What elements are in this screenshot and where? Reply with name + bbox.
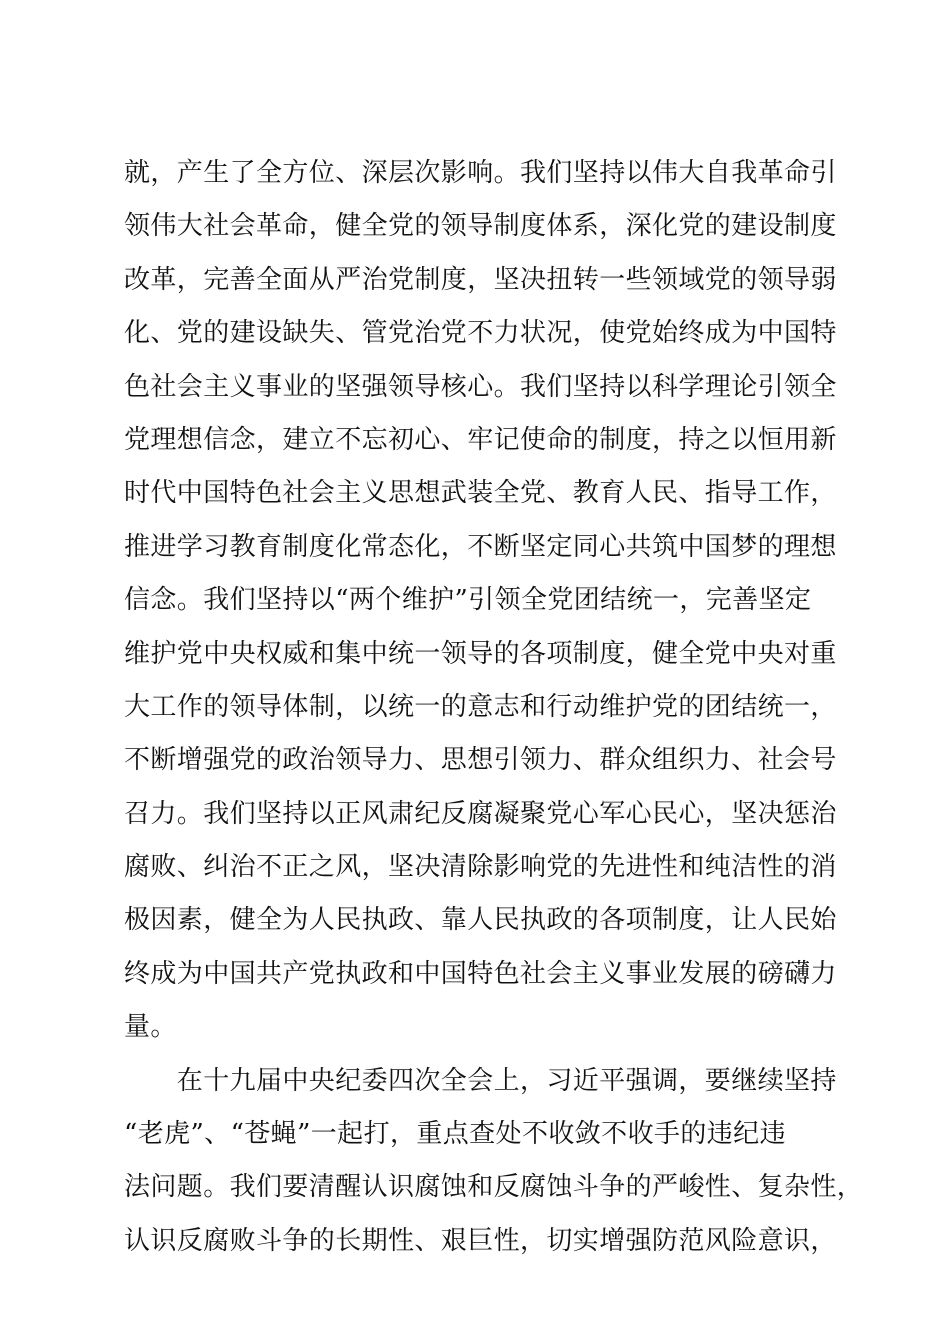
text-line: 时代中国特色社会主义思想武装全党、教育人民、指导工作， bbox=[124, 478, 837, 509]
text-line: 就，产生了全方位、深层次影响。我们坚持以伟大自我革命引 bbox=[124, 158, 837, 188]
text-line: 大工作的领导体制，以统一的意志和行动维护党的团结统一， bbox=[124, 691, 837, 722]
text-line: 领伟大社会革命，健全党的领导制度体系，深化党的建设制度 bbox=[124, 211, 837, 242]
text-line: 量。 bbox=[124, 1012, 177, 1043]
body-text bbox=[124, 147, 864, 1268]
text-line: 党理想信念，建立不忘初心、牢记使命的制度，持之以恒用新 bbox=[124, 424, 837, 455]
text-line: 信念。我们坚持以“两个维护”引领全党团结统一，完善坚定 bbox=[124, 585, 812, 616]
text-line: 终成为中国共产党执政和中国特色社会主义事业发展的磅礴力 bbox=[124, 958, 837, 989]
text-line: 在十九届中央纪委四次全会上，习近平强调，要继续坚持 bbox=[124, 1065, 837, 1096]
text-line: 推进学习教育制度化常态化，不断坚定同心共筑中国梦的理想 bbox=[124, 531, 837, 562]
text-line: 化、党的建设缺失、管党治党不力状况，使党始终成为中国特 bbox=[124, 318, 837, 349]
text-line: 维护党中央权威和集中统一领导的各项制度，健全党中央对重 bbox=[124, 638, 837, 669]
text-line: 召力。我们坚持以正风肃纪反腐凝聚党心军心民心，坚决惩治 bbox=[124, 798, 837, 829]
text-line: 不断增强党的政治领导力、思想引领力、群众组织力、社会号 bbox=[124, 745, 837, 776]
text-line: 改革，完善全面从严治党制度，坚决扭转一些领域党的领导弱 bbox=[124, 264, 837, 295]
text-line: “老虎”、“苍蝇”一起打，重点查处不收敛不收手的违纪违 bbox=[124, 1119, 786, 1150]
text-line: 极因素，健全为人民执政、靠人民执政的各项制度，让人民始 bbox=[124, 905, 837, 936]
text-line: 色社会主义事业的坚强领导核心。我们坚持以科学理论引领全 bbox=[124, 371, 837, 402]
text-line: 腐败、纠治不正之风，坚决清除影响党的先进性和纯洁性的消 bbox=[124, 852, 837, 883]
text-line: 认识反腐败斗争的长期性、艰巨性，切实增强防范风险意识， bbox=[124, 1225, 837, 1256]
text-line: 法问题。我们要清醒认识腐蚀和反腐蚀斗争的严峻性、复杂性， bbox=[124, 1172, 864, 1203]
